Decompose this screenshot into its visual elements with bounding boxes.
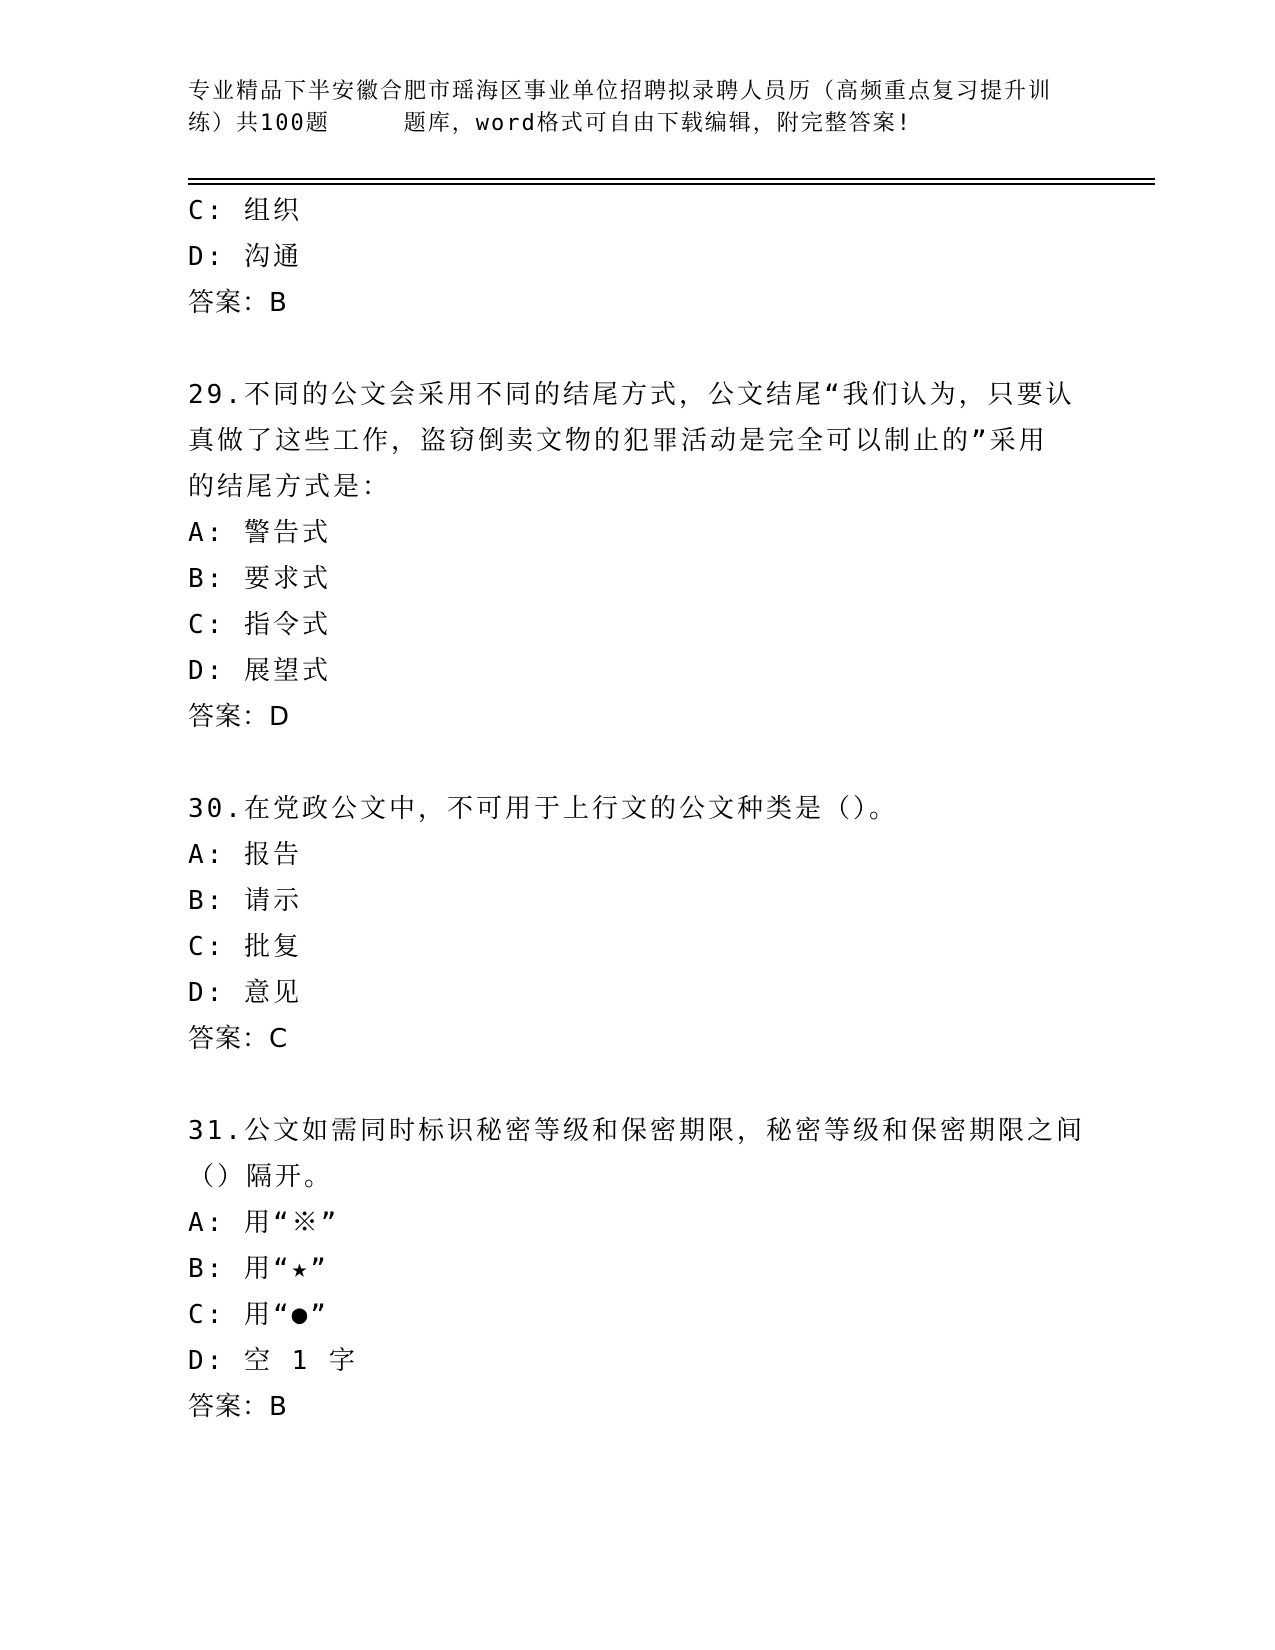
answer-line: 答案：B xyxy=(188,288,288,318)
question-30 xyxy=(188,786,1088,1062)
option-line: C: 指令式 xyxy=(188,610,331,640)
question-stem-line: 31.公文如需同时标识秘密等级和保密期限，秘密等级和保密期限之间 xyxy=(188,1116,1085,1146)
question-stem-line: 真做了这些工作，盗窃倒卖文物的犯罪活动是完全可以制止的”采用 xyxy=(188,426,1048,456)
option-line: B: 请示 xyxy=(188,886,302,916)
header-line-1: 专业精品下半安徽合肥市瑶海区事业单位招聘拟录聘人员历（高频重点复习提升训 xyxy=(188,79,1053,104)
question-29 xyxy=(188,372,1088,740)
option-line: D: 展望式 xyxy=(188,656,331,686)
question-list xyxy=(188,188,1088,1430)
question-31 xyxy=(188,1108,1088,1430)
option-line: C: 批复 xyxy=(188,932,302,962)
option-line: D: 意见 xyxy=(188,978,302,1008)
option-line: D: 空 1 字 xyxy=(188,1346,358,1376)
option-line: B: 用“★” xyxy=(188,1254,329,1284)
option-line: D: 沟通 xyxy=(188,242,302,272)
document-header xyxy=(188,76,1088,140)
header-divider-top xyxy=(188,178,1155,180)
answer-line: 答案：B xyxy=(188,1392,288,1422)
header-line-2-part-b: 题库，word格式可自由下载编辑，附完整答案! xyxy=(403,111,912,136)
question-spacer xyxy=(188,326,1088,372)
option-line: C: 用“●” xyxy=(188,1300,329,1330)
question-stem-line: 30.在党政公文中，不可用于上行文的公文种类是（）。 xyxy=(188,794,898,824)
option-line: C: 组织 xyxy=(188,196,302,226)
option-line: A: 用“※” xyxy=(188,1208,340,1238)
question-stem-line: 的结尾方式是： xyxy=(188,472,392,502)
question-spacer xyxy=(188,1062,1088,1108)
question-spacer xyxy=(188,740,1088,786)
previous-question-tail xyxy=(188,188,1088,326)
question-stem-line: （）隔开。 xyxy=(188,1162,334,1192)
option-line: A: 报告 xyxy=(188,840,302,870)
header-line-2-part-a: 练）共100题 xyxy=(188,111,330,136)
answer-line: 答案：D xyxy=(188,702,291,732)
answer-line: 答案：C xyxy=(188,1024,289,1054)
option-line: A: 警告式 xyxy=(188,518,331,548)
question-stem-line: 29.不同的公文会采用不同的结尾方式，公文结尾“我们认为，只要认 xyxy=(188,380,1075,410)
header-divider-bottom xyxy=(188,183,1155,185)
header-line-2 xyxy=(188,108,1088,140)
option-line: B: 要求式 xyxy=(188,564,331,594)
